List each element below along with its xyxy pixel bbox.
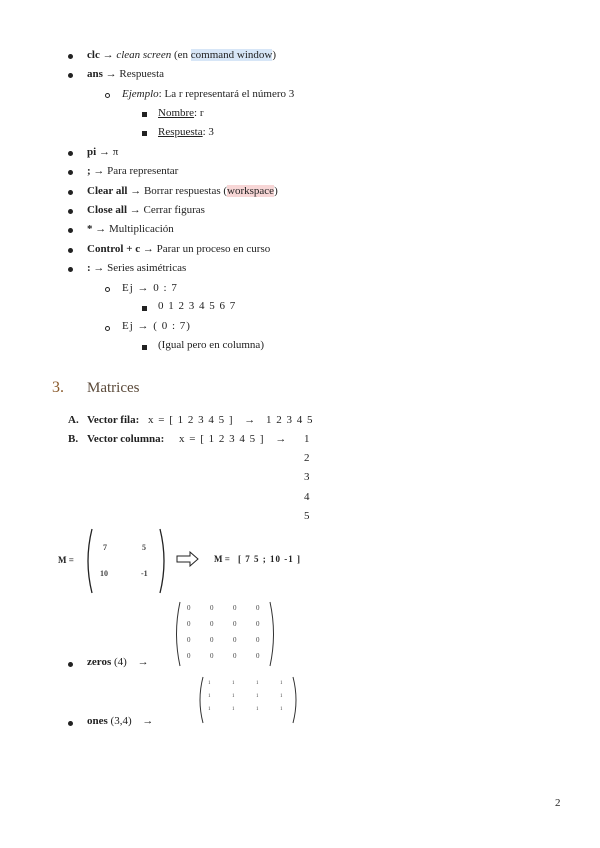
desc: Cerrar figuras [143, 204, 205, 216]
ones-cell: 1 [232, 681, 235, 686]
ejemplo-text: : La r representará el número 3 [158, 88, 295, 100]
zeros-cell: 0 [210, 620, 214, 628]
arrow: → [93, 262, 105, 274]
arrow: → [95, 223, 107, 235]
arrow: → [102, 49, 114, 61]
ones-cell: 1 [232, 707, 235, 712]
matrix-m-label: M = [58, 555, 74, 565]
bullet-dot [68, 73, 73, 78]
desc-pre: (en [173, 49, 191, 61]
zeros-cell: 0 [233, 620, 237, 628]
desc-post: ) [272, 49, 276, 61]
list-item-ej2-result: (Igual pero en columna) [158, 339, 264, 351]
list-item-clc [87, 49, 276, 61]
zeros-args: (4) [113, 656, 127, 668]
command-close-all: Close all [87, 204, 128, 216]
desc: Respuesta [119, 68, 165, 80]
list-item-respuesta [158, 126, 214, 138]
ones-cell: 1 [256, 694, 259, 699]
vector-fila-result: 1 2 3 4 5 [266, 414, 314, 426]
matrix-m-cell: -1 [141, 569, 148, 578]
page-number: 2 [555, 797, 561, 809]
list-item-ej1-result: 0 1 2 3 4 5 6 7 [158, 300, 237, 312]
bullet-dot [68, 267, 73, 272]
nombre-label: Nombre [158, 107, 195, 119]
list-item-ej2: Ej → ( 0 : 7) [122, 320, 191, 332]
list-item-ans [87, 68, 164, 80]
bullet-square [142, 306, 147, 311]
list-item-nombre [158, 107, 204, 119]
arrow: → [129, 204, 141, 216]
ones-cell: 1 [232, 694, 235, 699]
section-title: Matrices [87, 380, 140, 396]
matrix-m-cell: 10 [100, 569, 108, 578]
bullet-square [142, 131, 147, 136]
zeros-cell: 0 [187, 604, 191, 612]
ones-cell: 1 [208, 694, 211, 699]
highlight-command-window: command window [190, 49, 273, 61]
desc-post: ) [274, 185, 278, 197]
desc-italic: clean screen [116, 49, 172, 61]
list-item-ones [87, 715, 153, 727]
bullet-dot [68, 662, 73, 667]
zeros-cell: 0 [233, 636, 237, 644]
command-pi: pi [87, 146, 97, 158]
bullet-ring [105, 287, 110, 292]
matrix-m-cell: 5 [142, 543, 146, 552]
ones-cell: 1 [208, 681, 211, 686]
command-semicolon: ; [87, 165, 91, 177]
bullet-dot [68, 248, 73, 253]
matrix-m-cell: 7 [103, 543, 107, 552]
command-clear-all: Clear all [87, 185, 128, 197]
double-arrow-icon [176, 551, 200, 567]
ejemplo-label: Ejemplo [122, 88, 159, 100]
desc-pre: Borrar respuestas ( [143, 185, 228, 197]
zeros-cell: 0 [233, 652, 237, 660]
arrow: → [93, 165, 105, 177]
ones-cell: 1 [256, 707, 259, 712]
bullet-dot [68, 228, 73, 233]
bullet-ring [105, 326, 110, 331]
vector-columna-expr: x = [ 1 2 3 4 5 ] [179, 433, 265, 445]
arrow: → [142, 715, 154, 727]
command-ones: ones [87, 715, 108, 727]
desc: Parar un proceso en curso [156, 243, 271, 255]
zeros-cell: 0 [256, 604, 260, 612]
bullet-dot [68, 54, 73, 59]
column-value: 2 [304, 452, 310, 464]
list-item-ejemplo [122, 88, 294, 100]
ones-args: (3,4) [110, 715, 132, 727]
column-value: 5 [304, 510, 310, 522]
arrow: → [275, 433, 287, 445]
zeros-cell: 0 [187, 620, 191, 628]
matrix-m-result-label: M = [214, 554, 230, 564]
command-clc: clc [87, 49, 100, 61]
command-zeros: zeros [87, 656, 112, 668]
ones-cell: 1 [256, 681, 259, 686]
bullet-dot [68, 190, 73, 195]
vector-columna [87, 433, 286, 445]
desc: Para representar [107, 165, 179, 177]
list-item-colon [87, 262, 186, 274]
ones-cell: 1 [280, 707, 283, 712]
respuesta-text: : 3 [202, 126, 214, 138]
zeros-cell: 0 [210, 604, 214, 612]
matrix-m-brackets [82, 527, 170, 595]
list-item-star [87, 223, 174, 235]
bullet-ring [105, 93, 110, 98]
label-b: B. [68, 433, 79, 445]
zeros-cell: 0 [233, 604, 237, 612]
command-star: * [87, 223, 93, 235]
zeros-cell: 0 [256, 652, 260, 660]
list-item-ej1: Ej → 0 : 7 [122, 282, 178, 294]
arrow: → [105, 68, 117, 80]
arrow: → [244, 414, 256, 426]
zeros-cell: 0 [187, 636, 191, 644]
command-ans: ans [87, 68, 103, 80]
list-item-pi [87, 146, 118, 158]
bullet-square [142, 112, 147, 117]
list-item-semicolon [87, 165, 178, 177]
desc: Series asimétricas [107, 262, 187, 274]
vector-fila-expr: x = [ 1 2 3 4 5 ] [147, 414, 234, 426]
zeros-cell: 0 [187, 652, 191, 660]
list-item-zeros [87, 656, 149, 668]
column-value: 4 [304, 491, 310, 503]
command-control-c: Control + c [87, 243, 141, 255]
ones-matrix-brackets [196, 675, 300, 725]
list-item-clear-all [87, 185, 278, 197]
desc: Multiplicación [109, 223, 174, 235]
bullet-dot [68, 151, 73, 156]
zeros-cell: 0 [210, 636, 214, 644]
label-a: A. [68, 414, 79, 426]
list-item-control-c [87, 243, 270, 255]
desc: π [112, 146, 119, 158]
bullet-dot [68, 721, 73, 726]
vector-fila [87, 414, 314, 426]
column-value: 3 [304, 471, 310, 483]
ones-cell: 1 [280, 681, 283, 686]
arrow: → [137, 656, 149, 668]
bullet-dot [68, 170, 73, 175]
nombre-text: : r [194, 107, 204, 119]
bullet-square [142, 345, 147, 350]
ones-cell: 1 [208, 707, 211, 712]
column-value: 1 [304, 433, 310, 445]
section-number: 3. [52, 379, 64, 396]
vector-columna-label: Vector columna: [87, 433, 165, 445]
vector-row-b [68, 433, 78, 445]
zeros-cell: 0 [256, 636, 260, 644]
zeros-cell: 0 [256, 620, 260, 628]
zeros-cell: 0 [210, 652, 214, 660]
vector-fila-label: Vector fila: [87, 414, 140, 426]
arrow: → [98, 146, 110, 158]
arrow: → [130, 185, 142, 197]
command-colon: : [87, 262, 91, 274]
arrow: → [142, 243, 154, 255]
vector-row-a [68, 414, 79, 426]
matrix-m-result-value: [ 7 5 ; 10 -1 ] [238, 554, 301, 564]
respuesta-label: Respuesta [158, 126, 203, 138]
bullet-dot [68, 209, 73, 214]
highlight-workspace: workspace [227, 185, 275, 197]
list-item-close-all [87, 204, 205, 216]
ones-cell: 1 [280, 694, 283, 699]
